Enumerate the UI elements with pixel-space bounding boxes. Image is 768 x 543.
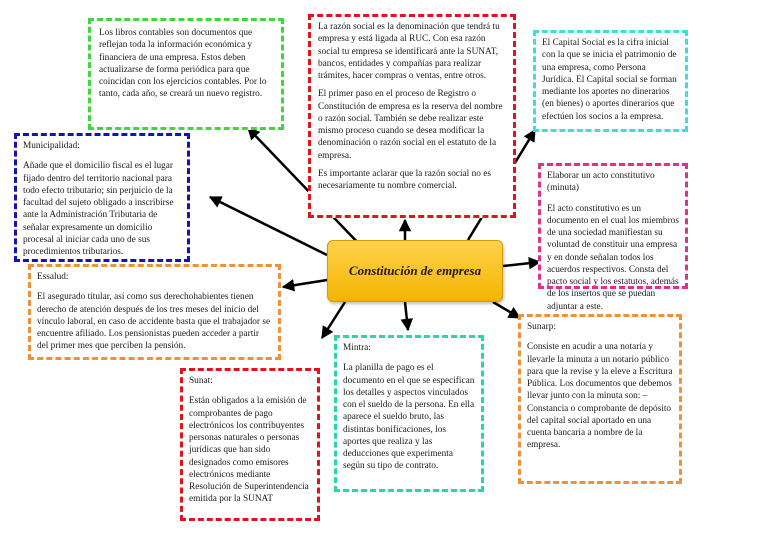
acto-title: Elaborar un acto constitutivo (minuta) [547, 171, 655, 194]
mintra-text: La planilla de pago es el documento en el que se especifican los detalles y aspectos vinculados con el sueldo de la persona. En ella aparece el sueldo bruto, las distintas bonificaciones, los aportes que realiza y las deducciones que experimenta según su tipo de contrato. [343, 363, 475, 472]
essalud-title: Essalud: [37, 272, 69, 282]
arrow-to-essalud [283, 280, 327, 287]
libros-text: Los libros contables son documentos que reflejan toda la información económica y financiera de una empresa. Estos deben actualizarse de forma periódica para que coincidan con los ejercicios contables. Por lo tanto, cada año, se creará un nuevo registro. [99, 28, 267, 100]
node-libros-contables [88, 18, 284, 130]
acto-text: El acto constitutivo es un documento en el cual los miembros de una sociedad manifiestan su voluntad de constituir una empresa y en donde señalan todos los acuerdos respectivos. Consta del pacto social y los estatutos, además de los insertos que se puedan adjuntar a este. [547, 203, 679, 312]
arrow-to-mintra [405, 302, 408, 330]
sunat-title: Sunat: [189, 376, 213, 386]
razon-social-p2: El primer paso en el proceso de Registro o Constitución de empresa es la reserva del nombre o razón social. También se debe realizar este mismo proceso cuando se desea modificar la denominación o razón social en el estatuto de la empresa. [318, 89, 503, 161]
sunat-text: Están obligados a la emisión de comprobantes de pago electrónicos los contribuyentes personas naturales o personas jurídicas que han sido designados como emisores electrónicos mediante Resolución de Superintendencia emitida por la SUNAT [189, 396, 309, 505]
essalud-text: El asegurado titular, así como sus derechohabientes tienen derecho de atención después de los tres meses del inicio del vínculo laboral, en caso de accidente basta que el trabajador se encuentre afiliado. Los pensionistas pueden acceder a partir del primer mes que perciben la pensión. [37, 292, 271, 352]
razon-social-p3: Es importante aclarar que la razón social no es necesariamente tu nombre comercial. [318, 168, 491, 192]
arrow-to-sunarp [493, 302, 520, 318]
central-topic-node [327, 240, 503, 302]
arrow-to-acto [503, 262, 540, 266]
mintra-title: Mintra: [343, 343, 371, 353]
sunarp-title: Sunarp: [527, 322, 556, 332]
node-municipalidad [14, 133, 190, 262]
node-sunat [180, 368, 320, 521]
arrow-to-sunat [322, 302, 345, 338]
sunarp-text: Consiste en acudir a una notaría y llevarle la minuta a un notario público para que la revise y la eleve a Escritura Pública. Los documentos que debemos llevar junto con la minuta son: – Constancia o comprobante de depósito del capital social aportado en una cuenta bancaria a nombre de la empresa. [527, 342, 673, 451]
node-mintra [334, 335, 484, 492]
central-topic-title: Constitución de empresa [348, 263, 482, 278]
node-essalud [28, 264, 281, 360]
capital-text: El Capital Social es la cifra inicial con la que se inicia el patrimonio de una empresa, como Persona Jurídica. El Capital social se forman mediante los aportes no dinerarios (en bienes) o aportes dinerarios que efectúen los socios a la empresa. [542, 38, 677, 122]
node-razon-social [308, 14, 516, 218]
razon-social-p1: La razón social es la denominación que tendrá tu empresa y está ligada al RUC. Con esa razón social tu empresa se identificará ante la SUNAT, bancos, entidades y compañías para realizar trámites, hacer compras o ventas, entre otros. [318, 22, 500, 82]
node-capital-social [533, 30, 688, 132]
node-sunarp [518, 314, 682, 484]
municipalidad-title: Municipalidad: [23, 141, 80, 151]
node-acto-constitutivo [538, 163, 688, 312]
municipalidad-text: Añade que el domicilio fiscal es el lugar fijado dentro del territorio nacional para todo efecto tributario; sin perjuicio de la facultad del sujeto obligado a inscribirse ante la Administración Tributaria de señalar expresamente un domicilio procesal al iniciar cada uno de sus procedimientos tributarios. [23, 161, 174, 258]
